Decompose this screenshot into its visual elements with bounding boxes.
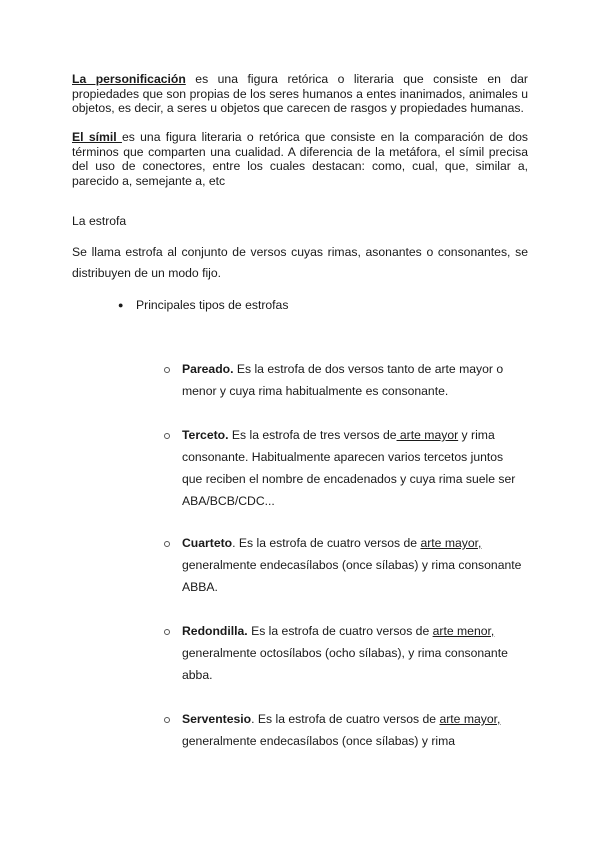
bullet-item (118, 298, 288, 312)
item-term: Redondilla. (182, 624, 248, 638)
list-item (182, 708, 522, 752)
list-item (182, 620, 522, 686)
list-item (182, 358, 522, 402)
paragraph-estrofa: Se llama estrofa al conjunto de versos cuyas rimas, asonantes o consonantes, se distribuyen de un modo fijo. (72, 245, 528, 280)
paragraph-personificacion (72, 72, 528, 116)
item-text: generalmente octosílabos (ocho sílabas), y rima consonante abba. (182, 646, 508, 682)
arte-mayor-link[interactable]: arte mayor, (439, 712, 501, 726)
paragraph-simil (72, 130, 528, 188)
definition-text: es una figura retórica o literaria que consiste en dar propiedades que son propias de los seres humanos a entes inanimados, animales u objetos, es decir, a seres u objetos que carecen de rasgos y propiedades humanas. (72, 72, 528, 116)
item-text: Es la estrofa de cuatro versos de (247, 624, 433, 638)
definition-text: es una figura literaria o retórica que consiste en la comparación de dos términos que comparten una cualidad. A diferencia de la metáfora, el símil precisa del uso de conectores, entre los cuales destacan: como, cual, que, similar a, parecido a, semejante a, etc (72, 130, 528, 188)
bullet-dot-icon: ● (118, 300, 124, 310)
item-text: Es la estrofa de dos versos tanto de arte mayor o menor y cuya rima habitualmente es consonante. (182, 362, 504, 398)
arte-menor-link[interactable]: arte menor, (432, 624, 495, 638)
arte-mayor-link[interactable]: arte mayor, (420, 536, 482, 550)
section-heading: La estrofa (72, 214, 127, 228)
list-item (182, 424, 522, 512)
circle-bullet-icon (164, 367, 170, 373)
item-text: . Es la estrofa de cuatro versos de (251, 712, 440, 726)
bullet-text: Principales tipos de estrofas (136, 298, 289, 312)
circle-bullet-icon (164, 541, 170, 547)
term-simil: El símil (72, 130, 122, 144)
item-term: Cuarteto (182, 536, 233, 550)
item-text: generalmente endecasílabos (once sílabas) y rima consonante ABBA. (182, 558, 522, 594)
item-text: generalmente endecasílabos (once sílabas) y rima (182, 734, 456, 748)
item-term: Pareado. (182, 362, 234, 376)
item-text: y rima consonante. Habitualmente aparecen varios tercetos juntos que reciben el nombre de encadenados y cuya rima suele ser ABA/BCB/CDC... (182, 428, 516, 508)
item-text: . Es la estrofa de cuatro versos de (232, 536, 421, 550)
circle-bullet-icon (164, 433, 170, 439)
term-personificacion: La personificación (72, 72, 186, 86)
circle-bullet-icon (164, 717, 170, 723)
item-term: Terceto. (182, 428, 229, 442)
item-text: Es la estrofa de tres versos de (228, 428, 397, 442)
arte-mayor-link[interactable]: arte mayor (396, 428, 459, 442)
circle-bullet-icon (164, 629, 170, 635)
item-term: Serventesio (182, 712, 252, 726)
list-item (182, 532, 522, 598)
